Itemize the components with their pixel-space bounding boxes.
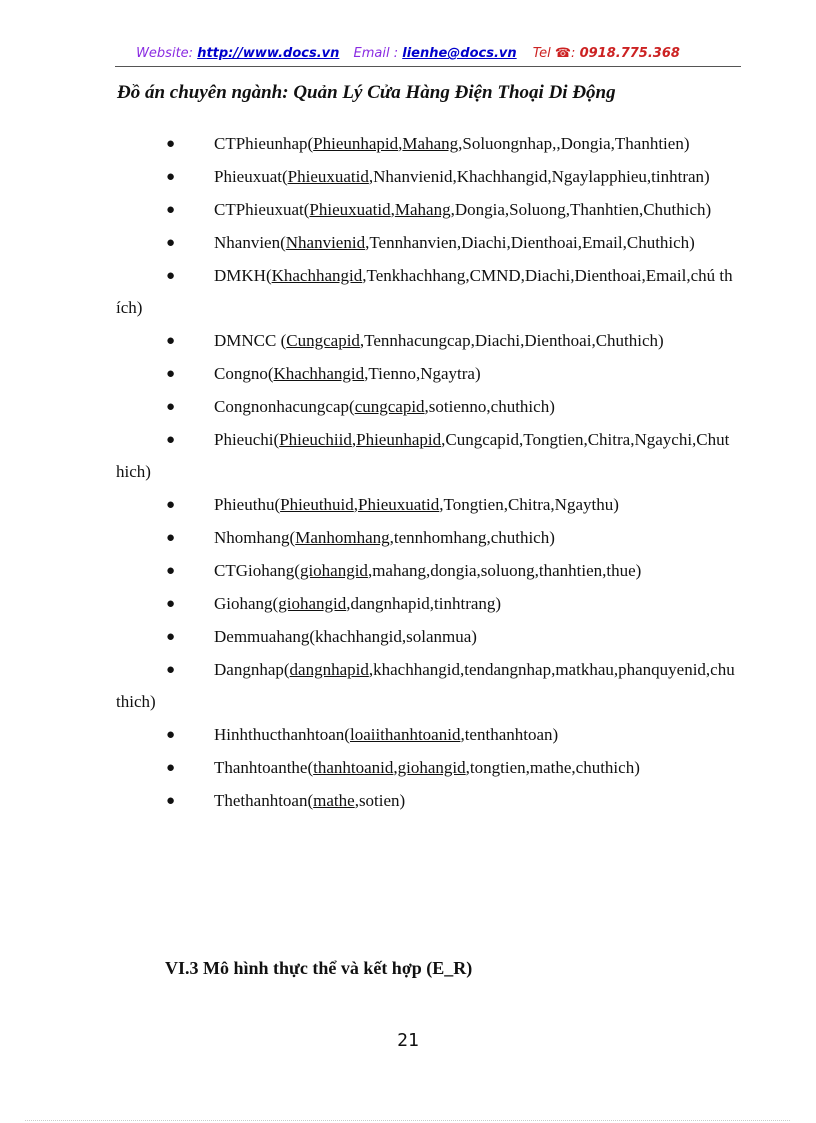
entity-attributes: ,Cungcapid,Tongtien,Chitra,Ngaychi,Chuthich) bbox=[116, 430, 730, 481]
entity-name: Demmuahang(khachhangid,solanmua) bbox=[214, 627, 477, 646]
email-link[interactable]: lienhe@docs.vn bbox=[402, 46, 517, 61]
entity-attributes: ,tenthanhtoan) bbox=[460, 725, 559, 744]
document-title: Đồ án chuyên ngành: Quản Lý Cửa Hàng Điện Thoại Di Động bbox=[117, 82, 616, 103]
bullet-icon: ● bbox=[166, 793, 176, 809]
bullet-icon: ● bbox=[166, 333, 176, 349]
list-item bbox=[116, 719, 736, 751]
entity-name: Dangnhap( bbox=[214, 660, 290, 679]
entity-name: Phieuchi( bbox=[214, 430, 280, 449]
entity-attributes: ,Tongtien,Chitra,Ngaythu) bbox=[439, 495, 619, 514]
email-label: Email : bbox=[353, 46, 399, 61]
bullet-icon: ● bbox=[166, 596, 176, 612]
bullet-icon: ● bbox=[166, 235, 176, 251]
list-item bbox=[116, 555, 736, 587]
list-item: ● Phieuthu(Phieuthuid,Phieuxuatid,Tongtien,Chitra,Ngaythu) bbox=[116, 489, 736, 521]
primary-key: giohangid bbox=[299, 561, 368, 580]
primary-key: Mahang bbox=[402, 134, 459, 153]
entity-attributes: ,sotienno,chuthich) bbox=[424, 397, 555, 416]
entity-name: CTPhieunhap( bbox=[214, 134, 314, 153]
primary-key: giohangid bbox=[397, 758, 466, 777]
entity-name: Hinhthucthanhtoan( bbox=[214, 725, 350, 744]
bullet-icon: ● bbox=[166, 432, 176, 448]
entity-attributes: ,Nhanvienid,Khachhangid,Ngaylapphieu,tinhtran) bbox=[368, 167, 710, 186]
phone-number: 0918.775.368 bbox=[579, 46, 680, 61]
header-divider bbox=[115, 66, 741, 67]
list-item bbox=[116, 654, 736, 718]
entity-attributes: ,khachhangid,tendangnhap,matkhau,phanquyenid,chuthich) bbox=[116, 660, 735, 711]
bullet-icon: ● bbox=[166, 268, 176, 284]
list-item bbox=[116, 325, 736, 357]
primary-key: loaiithanhtoanid bbox=[349, 725, 461, 744]
entity-name: CTGiohang( bbox=[214, 561, 300, 580]
entity-name: Phieuthu( bbox=[214, 495, 281, 514]
bullet-icon: ● bbox=[166, 136, 176, 152]
list-item: ● CTPhieuxuat(Phieuxuatid,Mahang,Dongia,Soluong,Thanhtien,Chuthich) bbox=[116, 194, 736, 226]
entity-name: Nhanvien( bbox=[214, 233, 286, 252]
bullet-icon: ● bbox=[166, 202, 176, 218]
entity-name: Giohang( bbox=[214, 594, 279, 613]
entity-attributes: ,sotien) bbox=[354, 791, 406, 810]
bullet-icon: ● bbox=[166, 727, 176, 743]
bullet-icon: ● bbox=[166, 399, 176, 415]
entity-name: CTPhieuxuat( bbox=[214, 200, 310, 219]
primary-key: thanhtoanid bbox=[313, 758, 394, 777]
primary-key: Cungcapid bbox=[286, 331, 360, 350]
primary-key: Manhomhang bbox=[295, 528, 390, 547]
entity-list bbox=[116, 128, 736, 818]
bullet-icon: ● bbox=[166, 366, 176, 382]
primary-key: Mahang bbox=[394, 200, 451, 219]
page-header bbox=[0, 46, 816, 61]
entity-name: Congnonhacungcap( bbox=[214, 397, 355, 416]
entity-name: Congno( bbox=[214, 364, 274, 383]
entity-attributes: ,Tenkhachhang,CMND,Diachi,Dienthoai,Email,chú thích) bbox=[116, 266, 733, 317]
list-item bbox=[116, 260, 736, 324]
primary-key: Phieuthuid bbox=[280, 495, 354, 514]
bullet-icon: ● bbox=[166, 662, 176, 678]
primary-key: Phieunhapid bbox=[313, 134, 399, 153]
primary-key: Phieuchiid bbox=[279, 430, 352, 449]
primary-key: Phieuxuatid bbox=[309, 200, 391, 219]
bullet-icon: ● bbox=[166, 169, 176, 185]
primary-key: Phieunhapid bbox=[356, 430, 442, 449]
primary-key: cungcapid bbox=[354, 397, 425, 416]
entity-attributes: ,dangnhapid,tinhtrang) bbox=[346, 594, 502, 613]
tel-label: Tel ☎: bbox=[532, 46, 576, 61]
entity-name: DMNCC ( bbox=[214, 331, 287, 350]
primary-key: Phieuxuatid bbox=[358, 495, 440, 514]
bullet-icon: ● bbox=[166, 530, 176, 546]
entity-attributes: ,tongtien,mathe,chuthich) bbox=[465, 758, 640, 777]
entity-name: DMKH( bbox=[214, 266, 272, 285]
primary-key: Khachhangid bbox=[271, 266, 363, 285]
entity-attributes: ,Dongia,Soluong,Thanhtien,Chuthich) bbox=[450, 200, 712, 219]
bullet-icon: ● bbox=[166, 563, 176, 579]
entity-attributes: ,mahang,dongia,soluong,thanhtien,thue) bbox=[367, 561, 642, 580]
list-item: ● Thanhtoanthe(thanhtoanid,giohangid,tongtien,mathe,chuthich) bbox=[116, 752, 736, 784]
list-item bbox=[116, 588, 736, 620]
entity-attributes: ,tennhomhang,chuthich) bbox=[389, 528, 555, 547]
primary-key: giohangid bbox=[278, 594, 347, 613]
bullet-icon: ● bbox=[166, 629, 176, 645]
entity-name: Phieuxuat( bbox=[214, 167, 288, 186]
list-item bbox=[116, 161, 736, 193]
entity-name: Nhomhang( bbox=[214, 528, 296, 547]
entity-attributes: ,Soluongnhap,,Dongia,Thanhtien) bbox=[458, 134, 690, 153]
list-item bbox=[116, 227, 736, 259]
entity-attributes: ,Tennhacungcap,Diachi,Dienthoai,Chuthich) bbox=[359, 331, 664, 350]
primary-key: mathe bbox=[313, 791, 355, 810]
page-number: 21 bbox=[397, 1030, 419, 1051]
website-label: Website: bbox=[136, 46, 194, 61]
bullet-icon: ● bbox=[166, 497, 176, 513]
entity-name: Thanhtoanthe( bbox=[214, 758, 314, 777]
footer-dotted-line bbox=[25, 1120, 790, 1121]
primary-key: Phieuxuatid bbox=[287, 167, 369, 186]
primary-key: Khachhangid bbox=[273, 364, 365, 383]
list-item: ● CTPhieunhap(Phieunhapid,Mahang,Soluongnhap,,Dongia,Thanhtien) bbox=[116, 128, 736, 160]
primary-key: dangnhapid bbox=[289, 660, 369, 679]
website-link[interactable]: http://www.docs.vn bbox=[197, 46, 340, 61]
entity-name: Thethanhtoan( bbox=[214, 791, 314, 810]
list-item: ● Phieuchi(Phieuchiid,Phieunhapid,Cungcapid,Tongtien,Chitra,Ngaychi,Chuthich) bbox=[116, 424, 736, 488]
bullet-icon: ● bbox=[166, 760, 176, 776]
section-heading: VI.3 Mô hình thực thể và kết hợp (E_R) bbox=[165, 958, 473, 978]
list-item bbox=[116, 391, 736, 423]
list-item bbox=[116, 621, 736, 653]
list-item bbox=[116, 358, 736, 390]
list-item bbox=[116, 522, 736, 554]
list-item bbox=[116, 785, 736, 817]
entity-attributes: ,Tienno,Ngaytra) bbox=[364, 364, 481, 383]
entity-attributes: ,Tennhanvien,Diachi,Dienthoai,Email,Chuthich) bbox=[365, 233, 695, 252]
primary-key: Nhanvienid bbox=[285, 233, 366, 252]
